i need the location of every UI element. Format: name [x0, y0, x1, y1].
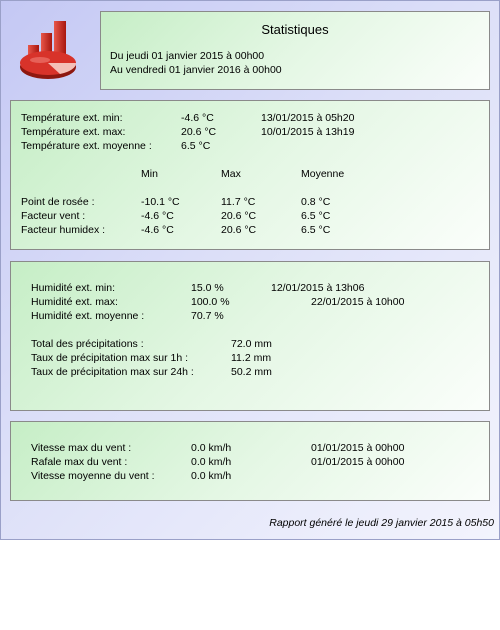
temp-min-date: 13/01/2015 à 05h20 [261, 112, 355, 124]
temp-max-label: Température ext. max: [21, 126, 126, 138]
precip-max24h-value: 50.2 mm [231, 366, 272, 378]
humidity-avg-value: 70.7 % [191, 310, 224, 322]
page-title: Statistiques [261, 22, 329, 37]
wind-panel [10, 421, 490, 501]
windchill-label: Facteur vent : [21, 210, 86, 222]
header-panel [100, 11, 490, 90]
period-from: Du jeudi 01 janvier 2015 à 00h00 [110, 50, 265, 62]
temp-avg-label: Température ext. moyenne : [21, 140, 152, 152]
gust-max-label: Rafale max du vent : [31, 456, 128, 468]
humidex-min: -4.6 °C [141, 224, 174, 236]
dewpoint-label: Point de rosée : [21, 196, 95, 208]
report-footer: Rapport généré le jeudi 29 janvier 2015 à 05h50 [269, 517, 494, 529]
dewpoint-max: 11.7 °C [221, 196, 256, 208]
precip-max1h-value: 11.2 mm [231, 352, 272, 364]
humidity-max-value: 100.0 % [191, 296, 230, 308]
humidity-max-date: 22/01/2015 à 10h00 [311, 296, 405, 308]
windchill-max: 20.6 °C [221, 210, 257, 222]
temperature-panel [10, 100, 490, 250]
wind-max-label: Vitesse max du vent : [31, 442, 132, 454]
humidex-avg: 6.5 °C [301, 224, 331, 236]
humidity-min-value: 15.0 % [191, 282, 224, 294]
humidity-avg-label: Humidité ext. moyenne : [31, 310, 145, 322]
gust-max-date: 01/01/2015 à 00h00 [311, 456, 405, 468]
temp-max-value: 20.6 °C [181, 126, 217, 138]
wind-avg-label: Vitesse moyenne du vent : [31, 470, 155, 482]
col-header-avg: Moyenne [301, 168, 345, 180]
temp-avg-value: 6.5 °C [181, 140, 211, 152]
temp-max-date: 10/01/2015 à 13h19 [261, 126, 355, 138]
humidity-max-label: Humidité ext. max: [31, 296, 118, 308]
dewpoint-min: -10.1 °C [141, 196, 180, 208]
col-header-max: Max [221, 168, 241, 180]
windchill-min: -4.6 °C [141, 210, 174, 222]
period-to: Au vendredi 01 janvier 2016 à 00h00 [110, 64, 282, 76]
col-header-min: Min [141, 168, 158, 180]
temp-min-label: Température ext. min: [21, 112, 123, 124]
windchill-avg: 6.5 °C [301, 210, 331, 222]
wind-avg-value: 0.0 km/h [191, 470, 232, 482]
wind-max-date: 01/01/2015 à 00h00 [311, 442, 405, 454]
temp-min-value: -4.6 °C [181, 112, 214, 124]
precip-total-label: Total des précipitations : [31, 338, 144, 350]
humidity-min-date: 12/01/2015 à 13h06 [271, 282, 365, 294]
precip-max1h-label: Taux de précipitation max sur 1h : [31, 352, 188, 364]
gust-max-value: 0.0 km/h [191, 456, 232, 468]
dewpoint-avg: 0.8 °C [301, 196, 331, 208]
wind-max-value: 0.0 km/h [191, 442, 232, 454]
humidex-max: 20.6 °C [221, 224, 257, 236]
humidity-min-label: Humidité ext. min: [31, 282, 116, 294]
precip-max24h-label: Taux de précipitation max sur 24h : [31, 366, 194, 378]
humidex-label: Facteur humidex : [21, 224, 106, 236]
precip-total-value: 72.0 mm [231, 338, 272, 350]
statistics-chart-icon [16, 15, 81, 80]
humidity-precipitation-panel [10, 261, 490, 411]
